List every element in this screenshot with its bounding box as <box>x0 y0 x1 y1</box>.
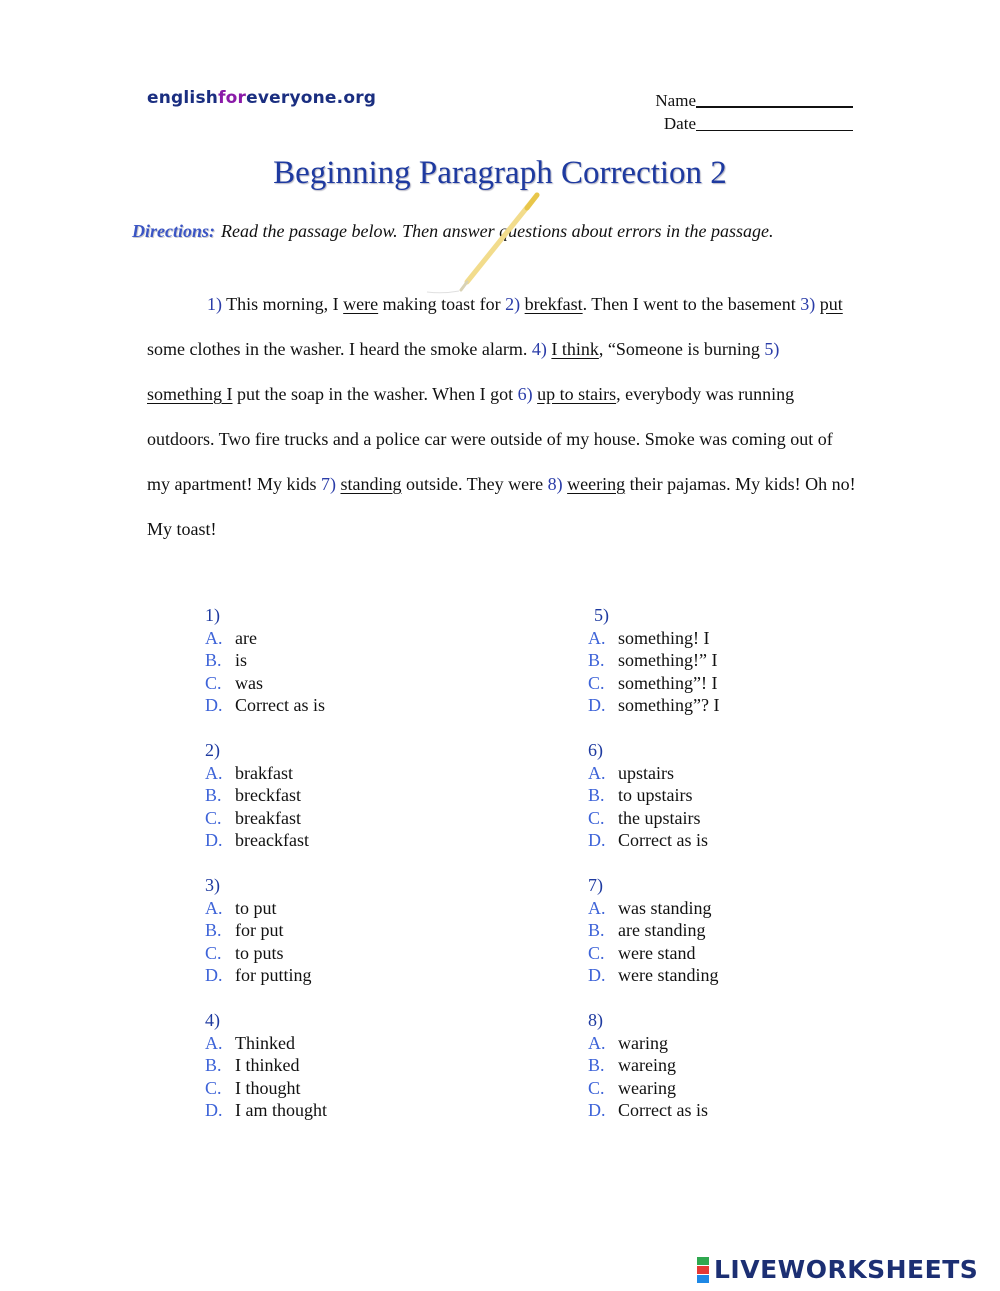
directions-text: Read the passage below. Then answer questions about errors in the passage. <box>221 221 774 241</box>
question-1 <box>205 604 327 717</box>
passage-error-4: I think <box>551 339 599 359</box>
date-label: Date <box>663 114 696 133</box>
option-2a[interactable]: A. brakfast <box>205 762 293 783</box>
page-title: Beginning Paragraph Correction 2 <box>273 155 727 191</box>
name-label: Name <box>655 91 696 110</box>
name-date-box <box>640 88 860 134</box>
option-7c[interactable]: C. were stand <box>588 942 696 963</box>
option-4b[interactable]: B. I thinked <box>205 1055 300 1075</box>
option-3d[interactable]: D. for putting <box>205 965 312 985</box>
passage-marker-2: 2) <box>505 294 521 314</box>
option-3b[interactable]: B. for put <box>205 920 284 940</box>
question-number: 5) <box>594 605 609 625</box>
passage-marker-8: 8) <box>547 474 563 494</box>
option-1d[interactable]: D. Correct as is <box>205 695 325 715</box>
passage-marker-4: 4) <box>531 339 547 359</box>
option-4d[interactable]: D. I am thought <box>205 1100 327 1120</box>
directions-label: Directions: <box>132 221 215 241</box>
question-number: 8) <box>588 1010 603 1030</box>
option-7a[interactable]: A. was standing <box>588 897 712 918</box>
passage-marker-5: 5) <box>764 339 780 359</box>
question-number: 2) <box>205 740 220 760</box>
questions-left <box>205 604 327 1144</box>
name-field[interactable] <box>696 91 853 108</box>
option-1a[interactable]: A. are <box>205 627 257 648</box>
option-8b[interactable]: B. wareing <box>588 1055 676 1075</box>
option-1c[interactable]: C. was <box>205 672 263 693</box>
option-8a[interactable]: A. waring <box>588 1032 668 1053</box>
option-2b[interactable]: B. breckfast <box>205 785 301 805</box>
option-6d[interactable]: D. Correct as is <box>588 830 708 850</box>
option-2c[interactable]: C. breakfast <box>205 807 301 828</box>
passage-error-3: put <box>819 294 843 314</box>
passage-error-2: brekfast <box>524 294 583 314</box>
option-2d[interactable]: D. breackfast <box>205 830 309 850</box>
option-7d[interactable]: D. were standing <box>588 965 719 985</box>
question-4 <box>205 1009 327 1122</box>
question-number: 4) <box>205 1010 220 1030</box>
passage-marker-3: 3) <box>800 294 816 314</box>
option-6c[interactable]: C. the upstairs <box>588 807 701 828</box>
passage-error-7: standing <box>340 474 402 494</box>
question-number: 3) <box>205 875 220 895</box>
question-8 <box>588 1009 719 1122</box>
passage: 1) This morning, I were making toast for 2) brekfast. Then I went to the basement 3) put some clothes in the washer. I heard the smoke alarm. 4) I think, “Someone is burning 5) something I put the soap in the washer. When I got 6) up to stairs, everybody was running outdoors. Two fire trucks and a police car were outside of my house. Smoke was coming out of my apartment! My kids 7) standing outside. They were 8) weering their pajamas. My kids! Oh no! My toast! <box>147 294 856 539</box>
option-3a[interactable]: A. to put <box>205 897 277 918</box>
option-4a[interactable]: A. Thinked <box>205 1032 295 1053</box>
option-5b[interactable]: B. something!” I <box>588 650 718 670</box>
question-6 <box>588 739 719 852</box>
question-number: 1) <box>205 605 220 625</box>
passage-error-6: up to stairs <box>537 384 617 404</box>
liveworksheets-icon <box>697 1257 709 1283</box>
question-7 <box>588 874 719 987</box>
passage-marker-1: 1) <box>207 294 222 314</box>
passage-error-8: weering <box>567 474 626 494</box>
option-1b[interactable]: B. is <box>205 650 248 670</box>
date-field[interactable] <box>696 115 853 131</box>
option-6a[interactable]: A. upstairs <box>588 762 674 783</box>
question-2 <box>205 739 327 852</box>
questions-right <box>588 604 719 1144</box>
question-3 <box>205 874 327 987</box>
passage-error-5: something I <box>147 384 233 404</box>
option-5a[interactable]: A. something! I <box>588 627 710 648</box>
passage-marker-7: 7) <box>320 474 336 494</box>
liveworksheets-logo <box>697 1255 978 1284</box>
passage-marker-6: 6) <box>517 384 533 404</box>
option-7b[interactable]: B. are standing <box>588 920 706 940</box>
question-number: 7) <box>588 875 603 895</box>
option-3c[interactable]: C. to puts <box>205 942 284 963</box>
option-5d[interactable]: D. something”? I <box>588 695 720 715</box>
question-5 <box>588 604 719 717</box>
option-8d[interactable]: D. Correct as is <box>588 1100 708 1120</box>
option-4c[interactable]: C. I thought <box>205 1077 301 1098</box>
passage-error-1: were <box>343 294 379 314</box>
option-5c[interactable]: C. something”! I <box>588 672 718 693</box>
brand-text: LIVEWORKSHEETS <box>714 1255 979 1284</box>
question-number: 6) <box>588 740 603 760</box>
option-8c[interactable]: C. wearing <box>588 1077 676 1098</box>
site-logo: englishforeveryone.org <box>147 88 377 108</box>
option-6b[interactable]: B. to upstairs <box>588 785 693 805</box>
